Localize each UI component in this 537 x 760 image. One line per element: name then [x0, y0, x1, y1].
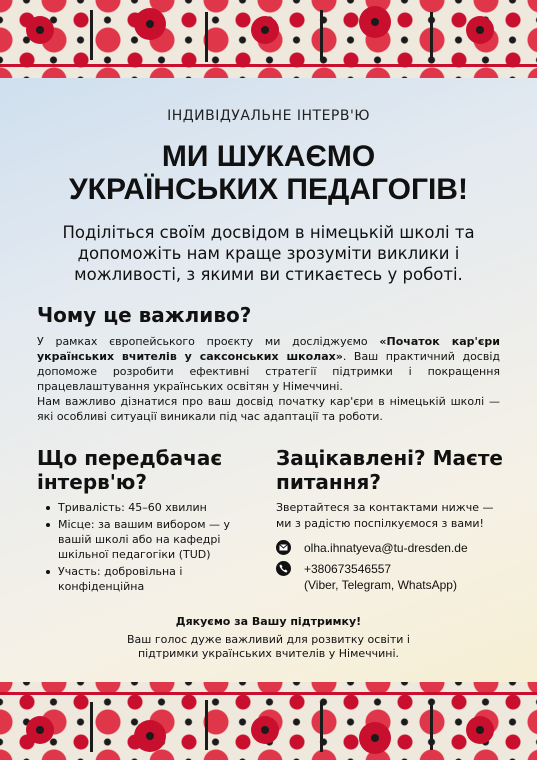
- poster-content: [0, 78, 537, 682]
- phone-number[interactable]: +380673546557: [304, 562, 392, 576]
- embroidery-pattern-bottom: [0, 682, 537, 760]
- subheadline: Поділіться своїм досвідом в німецькій школі та допоможіть нам краще зрозуміти виклики і можливості, з якими ви стикаєтесь у роботі.: [62, 223, 475, 284]
- headline-line-2: УКРАЇНСЬКИХ ПЕДАГОГІВ!: [69, 173, 468, 206]
- phone-details: [304, 561, 514, 593]
- headline-line-1: МИ ШУКАЄМО: [161, 140, 376, 173]
- email-link[interactable]: olha.ihnatyeva@tu-dresden.de: [304, 541, 468, 555]
- interview-detail-location: Місце: за вашим вибором — у вашій школі або на кафедрі шкільної педагогіки (TUD): [44, 517, 254, 562]
- why-paragraph-1-end: . Ваш практичний досвід допоможе розробити ефективні стратегії підтримки і покращення працевлаштування українських освітян у Німеччині.: [37, 350, 500, 393]
- embroidery-pattern-top: [0, 0, 537, 78]
- contact-text: Звертайтеся за контактами нижче — ми з радістю поспілкуємося з вами!: [276, 501, 494, 530]
- embroidery-border-bottom: [0, 682, 537, 760]
- why-important-heading: Чому це важливо?: [37, 303, 252, 327]
- why-important-text: [37, 334, 500, 424]
- thanks-text: Дякуємо за Вашу підтримку!: [175, 615, 362, 628]
- interview-details-heading: Що передбачає інтерв'ю?: [37, 446, 223, 494]
- interview-details-list: [44, 500, 254, 596]
- closing-text: Ваш голос дуже важливий для розвитку освіти і підтримки українських вчителів у Німеччині.: [127, 633, 410, 660]
- interview-kicker: ІНДИВІДУАЛЬНЕ ІНТЕРВ'Ю: [167, 108, 370, 124]
- embroidery-border-top: [0, 0, 537, 78]
- messenger-list: (Viber, Telegram, WhatsApp): [304, 578, 457, 592]
- interview-detail-duration: Тривалість: 45–60 хвилин: [44, 500, 254, 515]
- why-paragraph-2: Нам важливо дізнатися про ваш досвід початку кар'єри в німецькій школі — які особливі ситуації виникали під час адаптації та роботи.: [37, 395, 500, 423]
- project-title: «Початок кар'єри українських вчителів у саксонських школах»: [37, 335, 500, 363]
- phone-icon: [276, 561, 291, 576]
- headline: [0, 140, 537, 206]
- why-paragraph-1-start: У рамках європейського проєкту ми досліджуємо: [37, 335, 380, 348]
- interview-detail-participation: Участь: добровільна і конфіденційна: [44, 564, 254, 594]
- mail-icon: [276, 540, 291, 555]
- contact-heading: Зацікавлені? Маєте питання?: [276, 446, 503, 494]
